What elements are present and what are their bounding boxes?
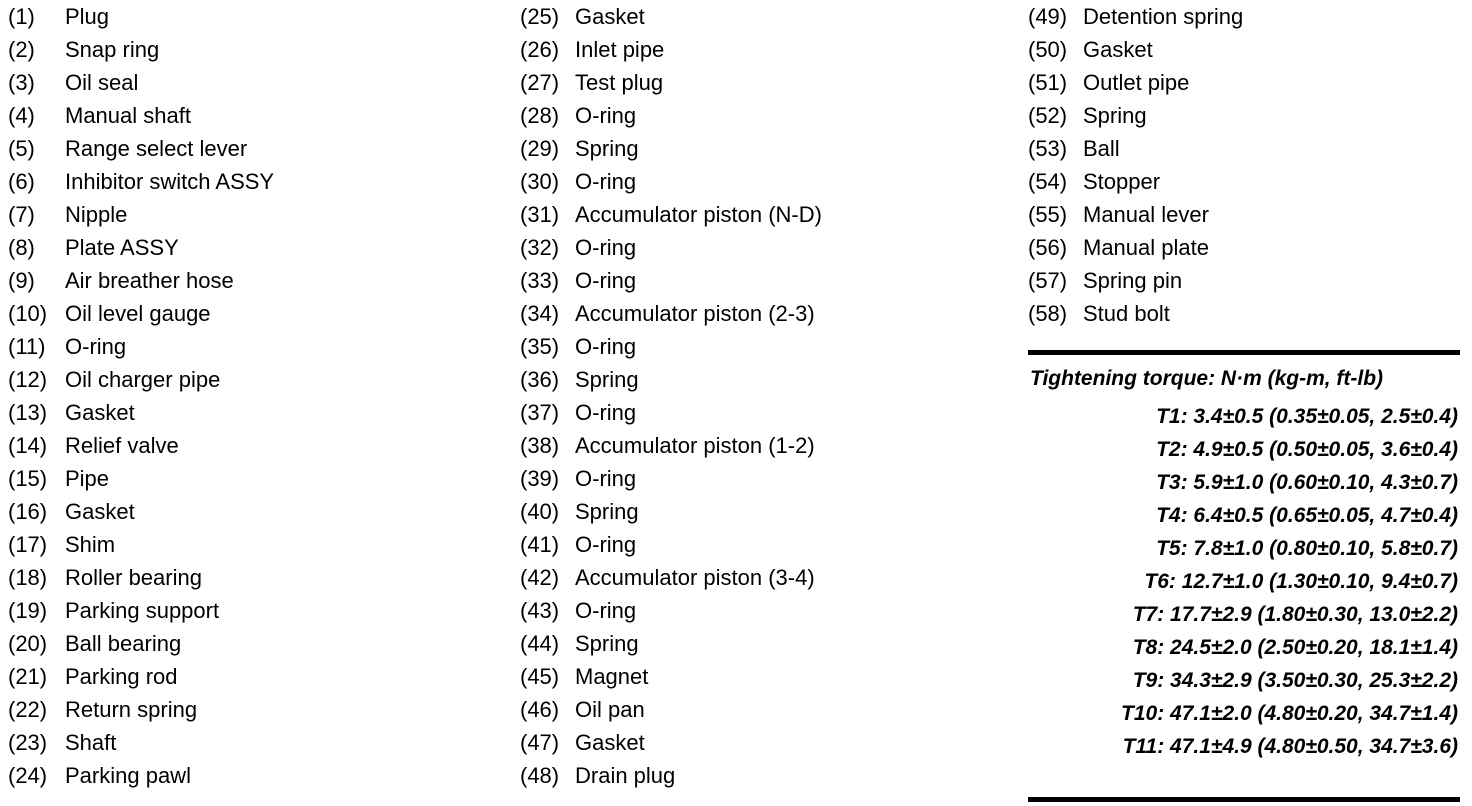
torque-value: T4: 6.4±0.5 (0.65±0.05, 4.7±0.4): [1156, 504, 1458, 527]
part-name: Manual plate: [1083, 235, 1209, 260]
part-item: [520, 264, 822, 297]
part-name: Relief valve: [65, 433, 179, 458]
part-number: (48): [520, 763, 560, 788]
torque-value: T10: 47.1±2.0 (4.80±0.20, 34.7±1.4): [1121, 702, 1458, 725]
part-name: O-ring: [575, 268, 637, 293]
part-number: (45): [520, 664, 560, 689]
part-number: (10): [8, 301, 48, 326]
part-name: Gasket: [65, 499, 135, 524]
part-item: [520, 165, 822, 198]
part-item: [520, 462, 822, 495]
part-name: Spring: [575, 136, 639, 161]
part-number: (57): [1028, 268, 1068, 293]
parts-list-column-3: [1028, 0, 1243, 330]
part-item: [520, 627, 822, 660]
torque-spec-box: [1028, 350, 1460, 802]
part-number: (58): [1028, 301, 1068, 326]
part-number: (34): [520, 301, 560, 326]
part-name: Spring: [575, 499, 639, 524]
torque-value: T5: 7.8±1.0 (0.80±0.10, 5.8±0.7): [1156, 537, 1458, 560]
part-item: [8, 429, 274, 462]
torque-title: Tightening torque: N·m (kg-m, ft-lb): [1030, 367, 1384, 390]
part-number: (56): [1028, 235, 1068, 260]
part-name: Gasket: [65, 400, 135, 425]
part-name: Parking support: [65, 598, 220, 623]
part-item: [520, 66, 822, 99]
part-number: (50): [1028, 37, 1068, 62]
part-item: [8, 462, 274, 495]
part-number: (46): [520, 697, 560, 722]
part-item: [8, 363, 274, 396]
part-item: [1028, 165, 1243, 198]
part-name: Plug: [65, 4, 110, 29]
part-number: (4): [8, 103, 35, 128]
part-name: Manual lever: [1083, 202, 1209, 227]
part-item: [8, 99, 274, 132]
part-name: O-ring: [575, 235, 637, 260]
part-item: [8, 33, 274, 66]
part-item: [8, 528, 274, 561]
part-item: [520, 396, 822, 429]
part-item: [520, 660, 822, 693]
part-item: [520, 495, 822, 528]
part-name: Spring pin: [1083, 268, 1183, 293]
torque-value: T7: 17.7±2.9 (1.80±0.30, 13.0±2.2): [1132, 603, 1458, 626]
part-name: Range select lever: [65, 136, 248, 161]
part-name: Detention spring: [1083, 4, 1244, 29]
part-number: (36): [520, 367, 560, 392]
part-number: (17): [8, 532, 48, 557]
part-number: (12): [8, 367, 48, 392]
part-name: Nipple: [65, 202, 128, 227]
part-name: Accumulator piston (1-2): [575, 433, 815, 458]
part-number: (15): [8, 466, 48, 491]
part-number: (27): [520, 70, 560, 95]
torque-value: T3: 5.9±1.0 (0.60±0.10, 4.3±0.7): [1156, 471, 1458, 494]
part-item: [1028, 33, 1243, 66]
part-item: [520, 528, 822, 561]
part-number: (13): [8, 400, 48, 425]
part-name: Pipe: [65, 466, 110, 491]
torque-value: T9: 34.3±2.9 (3.50±0.30, 25.3±2.2): [1132, 669, 1458, 692]
part-number: (21): [8, 664, 48, 689]
part-name: Shaft: [65, 730, 117, 755]
part-item: [520, 429, 822, 462]
part-number: (43): [520, 598, 560, 623]
part-item: [520, 231, 822, 264]
part-name: Spring: [575, 367, 639, 392]
torque-values-list: [1121, 400, 1458, 763]
part-number: (20): [8, 631, 48, 656]
part-item: [1028, 297, 1243, 330]
part-number: (23): [8, 730, 48, 755]
part-name: O-ring: [575, 532, 637, 557]
part-name: O-ring: [575, 598, 637, 623]
part-item: [520, 0, 822, 33]
part-item: [8, 297, 274, 330]
part-name: Air breather hose: [65, 268, 234, 293]
part-item: [8, 396, 274, 429]
part-name: Test plug: [575, 70, 664, 95]
part-name: Oil seal: [65, 70, 139, 95]
part-number: (52): [1028, 103, 1068, 128]
part-name: Ball: [1083, 136, 1120, 161]
part-number: (3): [8, 70, 35, 95]
parts-list-column-1: [8, 0, 274, 792]
part-item: [8, 660, 274, 693]
part-name: Inhibitor switch ASSY: [65, 169, 275, 194]
part-name: Roller bearing: [65, 565, 202, 590]
part-name: Oil level gauge: [65, 301, 211, 326]
part-number: (8): [8, 235, 35, 260]
part-item: [8, 231, 274, 264]
part-item: [8, 330, 274, 363]
part-item: [1028, 231, 1243, 264]
part-number: (32): [520, 235, 560, 260]
part-item: [8, 594, 274, 627]
part-item: [8, 132, 274, 165]
part-number: (54): [1028, 169, 1068, 194]
part-number: (16): [8, 499, 48, 524]
part-item: [8, 561, 274, 594]
part-number: (25): [520, 4, 560, 29]
part-name: Oil charger pipe: [65, 367, 221, 392]
part-number: (33): [520, 268, 560, 293]
part-item: [8, 726, 274, 759]
part-name: Stud bolt: [1083, 301, 1170, 326]
part-name: O-ring: [575, 103, 637, 128]
part-item: [520, 132, 822, 165]
part-item: [520, 726, 822, 759]
part-number: (29): [520, 136, 560, 161]
part-name: O-ring: [575, 400, 637, 425]
part-item: [1028, 264, 1243, 297]
part-number: (49): [1028, 4, 1068, 29]
part-item: [8, 759, 274, 792]
part-name: Parking pawl: [65, 763, 191, 788]
part-number: (55): [1028, 202, 1068, 227]
part-item: [1028, 66, 1243, 99]
part-number: (37): [520, 400, 560, 425]
part-name: Outlet pipe: [1083, 70, 1190, 95]
part-name: Parking rod: [65, 664, 178, 689]
part-item: [8, 693, 274, 726]
part-item: [1028, 99, 1243, 132]
part-item: [520, 363, 822, 396]
part-name: O-ring: [65, 334, 127, 359]
torque-value: T8: 24.5±2.0 (2.50±0.20, 18.1±1.4): [1132, 636, 1458, 659]
part-number: (2): [8, 37, 35, 62]
part-number: (38): [520, 433, 560, 458]
part-name: Return spring: [65, 697, 198, 722]
part-name: Spring: [1083, 103, 1147, 128]
part-item: [520, 198, 822, 231]
part-item: [1028, 132, 1243, 165]
part-name: Gasket: [1083, 37, 1153, 62]
part-name: O-ring: [575, 466, 637, 491]
part-number: (6): [8, 169, 35, 194]
part-item: [8, 627, 274, 660]
part-number: (30): [520, 169, 560, 194]
torque-value: T6: 12.7±1.0 (1.30±0.10, 9.4±0.7): [1144, 570, 1458, 593]
parts-list-column-2: [520, 0, 822, 792]
part-item: [8, 198, 274, 231]
part-item: [8, 66, 274, 99]
part-number: (42): [520, 565, 560, 590]
part-name: Spring: [575, 631, 639, 656]
part-name: Manual shaft: [65, 103, 191, 128]
part-name: Plate ASSY: [65, 235, 179, 260]
part-number: (1): [8, 4, 35, 29]
part-item: [8, 0, 274, 33]
part-number: (35): [520, 334, 560, 359]
part-number: (14): [8, 433, 48, 458]
part-number: (22): [8, 697, 48, 722]
part-number: (51): [1028, 70, 1068, 95]
part-number: (26): [520, 37, 560, 62]
part-number: (9): [8, 268, 35, 293]
part-name: Oil pan: [575, 697, 645, 722]
part-name: Accumulator piston (N-D): [575, 202, 822, 227]
part-number: (44): [520, 631, 560, 656]
part-number: (40): [520, 499, 560, 524]
part-name: O-ring: [575, 334, 637, 359]
part-number: (28): [520, 103, 560, 128]
part-number: (5): [8, 136, 35, 161]
part-number: (19): [8, 598, 48, 623]
part-item: [520, 561, 822, 594]
part-item: [520, 594, 822, 627]
part-item: [1028, 198, 1243, 231]
part-number: (24): [8, 763, 48, 788]
part-name: O-ring: [575, 169, 637, 194]
part-item: [520, 297, 822, 330]
part-item: [520, 99, 822, 132]
part-name: Gasket: [575, 730, 645, 755]
part-item: [520, 330, 822, 363]
part-number: (18): [8, 565, 48, 590]
part-number: (39): [520, 466, 560, 491]
part-number: (53): [1028, 136, 1068, 161]
part-number: (31): [520, 202, 560, 227]
part-item: [520, 759, 822, 792]
part-name: Ball bearing: [65, 631, 182, 656]
part-item: [8, 264, 274, 297]
part-number: (11): [8, 334, 46, 359]
part-name: Gasket: [575, 4, 645, 29]
part-number: (41): [520, 532, 560, 557]
part-name: Accumulator piston (2-3): [575, 301, 815, 326]
part-name: Drain plug: [575, 763, 676, 788]
part-item: [520, 693, 822, 726]
torque-value: T2: 4.9±0.5 (0.50±0.05, 3.6±0.4): [1156, 438, 1458, 461]
part-name: Inlet pipe: [575, 37, 665, 62]
torque-value: T11: 47.1±4.9 (4.80±0.50, 34.7±3.6): [1122, 735, 1458, 758]
part-name: Snap ring: [65, 37, 160, 62]
part-name: Accumulator piston (3-4): [575, 565, 815, 590]
torque-value: T1: 3.4±0.5 (0.35±0.05, 2.5±0.4): [1156, 405, 1458, 428]
part-name: Magnet: [575, 664, 649, 689]
part-item: [8, 495, 274, 528]
part-number: (7): [8, 202, 35, 227]
part-name: Stopper: [1083, 169, 1161, 194]
part-name: Shim: [65, 532, 116, 557]
part-item: [8, 165, 274, 198]
part-item: [520, 33, 822, 66]
part-number: (47): [520, 730, 560, 755]
part-item: [1028, 0, 1243, 33]
